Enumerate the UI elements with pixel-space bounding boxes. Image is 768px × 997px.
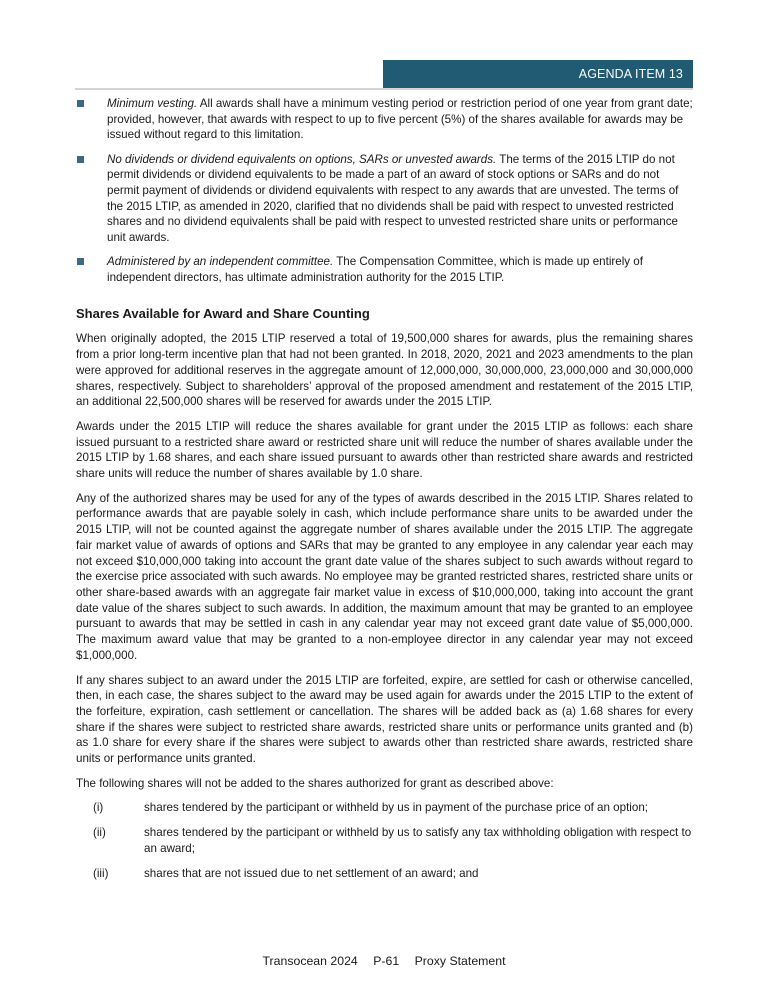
bullet-independent-committee (76, 254, 693, 285)
square-bullet-icon (77, 100, 84, 107)
bullet-text: All awards shall have a minimum vesting period or restriction period of one year from grant date; provided, however, that awards with respect to up to five percent (5%) of the shares available for awards may be issued without regard to this limitation. (107, 97, 693, 142)
agenda-item-label: AGENDA ITEM 13 (578, 67, 683, 81)
paragraph-award-limits: Any of the authorized shares may be used for any of the types of awards described in the 2015 LTIP. Shares related to performance awards that are payable solely in cash, which include performance share units to be awarded under the 2015 LTIP, will not be counted against the aggregate number of shares available under the 2015 LTIP. The aggregate fair market value of awards of options and SARs that may be granted to any employee in any calendar year each may not exceed $10,000,000 taking into account the grant date value of the shares subject to such awards without regard to the exercise price associated with such awards. No employee may be granted restricted shares, restricted share units or other share-based awards with an aggregate fair market value in excess of $10,000,000, taking into account the grant date value of the shares subject to such awards. In addition, the maximum amount that may be granted to an employee pursuant to awards that may be settled in cash in any calendar year may not exceed grant date value of $5,000,000. The maximum award value that may be granted to a non-employee director in any calendar year may not exceed $1,000,000. (76, 491, 693, 662)
bullet-lead: Administered by an independent committee. (107, 255, 334, 269)
bullet-text: The terms of the 2015 LTIP do not permit dividends or dividend equivalents to be made a part of an award of stock options or SARs and do not permit payment of dividends or dividend equivalents with respect to any awards that are unvested. The terms of the 2015 LTIP, as amended in 2020, clarified that no dividends shall be paid with respect to unvested restricted shares and no dividend equivalents shall be paid with respect to unvested restricted share units or performance unit awards. (107, 152, 679, 245)
list-item-text: shares tendered by the participant or withheld by us to satisfy any tax withholding obligation with respect to an award; (144, 826, 692, 855)
paragraph-share-reserves: When originally adopted, the 2015 LTIP reserved a total of 19,500,000 shares for awards, plus the remaining shares from a prior long-term incentive plan that had not been granted. In 2018, 2020, 2021 and 2023 amendments to the plan were approved for additional reserves in the aggregate amount of 12,000,000, 30,000,000, 23,000,000 and 30,000,000 shares, respectively. Subject to shareholders’ approval of the proposed amendment and restatement of the 2015 LTIP, an additional 22,500,000 shares will be reserved for awards under the 2015 LTIP. (76, 332, 693, 409)
list-item-number: (i) (93, 801, 104, 815)
square-bullet-icon (77, 156, 84, 163)
bullet-lead: Minimum vesting. (107, 97, 198, 110)
paragraph-share-reduction: Awards under the 2015 LTIP will reduce the shares available for grant under the 2015 LTIP as follows: each share issued pursuant to a restricted share award or restricted share unit will reduce the number of shares available under the 2015 LTIP by 1.68 shares, and each share issued pursuant to awards other than restricted share awards and restricted share units will reduce the number of shares available by 1.0 share. (76, 419, 693, 481)
bullet-text: The Compensation Committee, which is made up entirely of independent directors, has ultimate administration authority for the 2015 LTIP. (107, 255, 643, 285)
list-item (76, 866, 693, 882)
list-item-number: (ii) (93, 826, 106, 840)
bullet-lead: No dividends or dividend equivalents on options, SARs or unvested awards. (107, 152, 497, 166)
footer-page-number: P-61 (373, 954, 400, 968)
footer-company-year: Transocean 2024 (262, 954, 358, 968)
footer-document-name: Proxy Statement (414, 954, 506, 968)
excluded-shares-list (76, 800, 693, 881)
agenda-item-banner (383, 60, 693, 89)
section-heading: Shares Available for Award and Share Counting (76, 305, 370, 321)
header-divider (75, 88, 693, 90)
list-item (76, 825, 693, 856)
square-bullet-icon (77, 258, 84, 265)
list-item-number: (iii) (93, 866, 109, 880)
plan-features-list (76, 96, 693, 286)
bullet-minimum-vesting (76, 96, 693, 143)
paragraph-forfeited-shares: If any shares subject to an award under the 2015 LTIP are forfeited, expire, are settled for cash or otherwise cancelled, then, in each case, the shares subject to the award may be used again for awards under the 2015 LTIP to the extent of the forfeiture, expiration, cash settlement or cancellation. The shares will be added back as (a) 1.68 shares for every share if the shares were subject to restricted share awards, restricted share units or performance units granted and (b) as 1.0 share for every share if the shares were subject to awards other than restricted share awards, restricted share units or performance units granted. (76, 673, 693, 766)
list-item-text: shares that are not issued due to net settlement of an award; and (144, 866, 479, 880)
bullet-no-dividends (76, 152, 693, 246)
document-body (76, 96, 693, 890)
list-item (76, 800, 693, 816)
page-footer (0, 954, 768, 968)
list-item-text: shares tendered by the participant or withheld by us in payment of the purchase price of an option; (144, 801, 648, 815)
paragraph-list-intro: The following shares will not be added to the shares authorized for grant as described above: (76, 776, 554, 790)
